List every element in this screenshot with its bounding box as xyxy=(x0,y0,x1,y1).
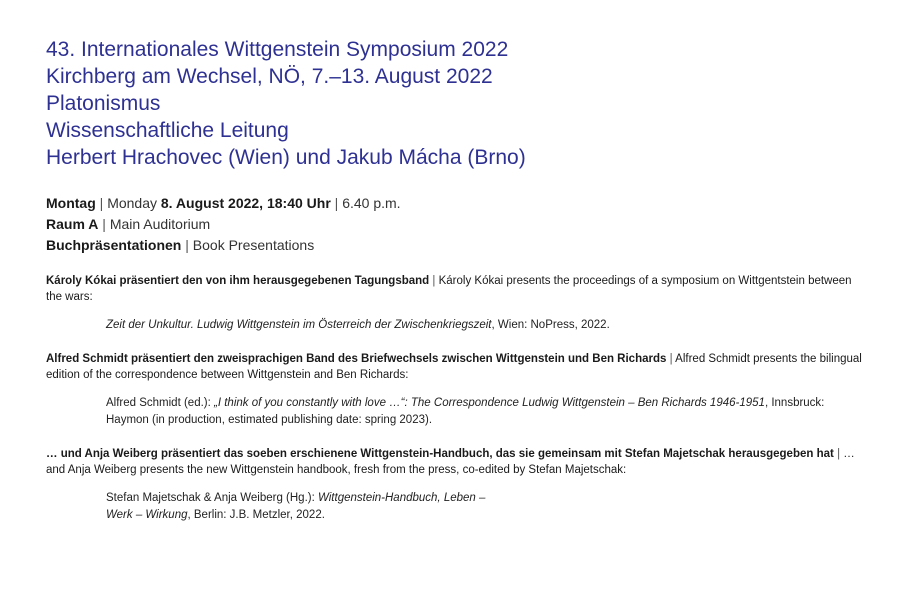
separator: | xyxy=(102,216,106,232)
reference-suffix: , Innsbruck: Haymon (in production, estimated publishing date: spring 2023). xyxy=(106,397,825,426)
room-de: Raum A xyxy=(46,216,99,232)
presentation-desc-en: … and Anja Weiberg presents the new Wittgenstein handbook, fresh from the press, co-edited by Stefan Majetschak: xyxy=(46,448,855,476)
presentation-description xyxy=(46,352,866,383)
separator: | xyxy=(334,195,339,211)
symposium-location-date: Kirchberg am Wechsel, NÖ, 7.–13. August 2022 xyxy=(46,65,493,88)
event-en: Book Presentations xyxy=(192,237,315,253)
document-page xyxy=(46,36,866,524)
book-reference xyxy=(106,317,866,334)
presentation-title-de: Károly Kókai präsentiert den von ihm herausgegebenen Tagungsband xyxy=(46,275,430,287)
book-title: „I think of you constantly with love …“: The Correspondence Ludwig Wittgenstein – Ben Richards 1946-1951 xyxy=(214,397,765,409)
symposium-theme: Platonismus xyxy=(46,92,161,115)
presentation-item xyxy=(46,274,866,334)
symposium-title: 43. Internationales Wittgenstein Symposium 2022 xyxy=(46,38,509,61)
separator: | xyxy=(837,448,841,460)
event-de: Buchpräsentationen xyxy=(46,237,182,253)
separator: | xyxy=(99,195,104,211)
separator: | xyxy=(185,237,189,253)
reference-suffix: , Berlin: J.B. Metzler, 2022. xyxy=(187,509,325,521)
room-en: Main Auditorium xyxy=(109,216,211,232)
schedule-date-line xyxy=(46,193,866,214)
day-de: Montag xyxy=(46,195,96,211)
book-reference xyxy=(106,490,486,524)
reference-prefix: Stefan Majetschak & Anja Weiberg (Hg.): xyxy=(106,492,318,504)
presentation-item xyxy=(46,447,866,524)
reference-suffix: , Wien: NoPress, 2022. xyxy=(491,319,610,331)
presentation-title-de: Alfred Schmidt präsentiert den zweisprachigen Band des Briefwechsels zwischen Wittgenstein und Ben Richards xyxy=(46,353,667,365)
presentation-description xyxy=(46,447,866,478)
scientific-directors: Herbert Hrachovec (Wien) und Jakub Mácha (Brno) xyxy=(46,146,526,169)
book-title: Zeit der Unkultur. Ludwig Wittgenstein im Österreich der Zwischenkriegszeit xyxy=(106,319,492,331)
time-en: 6.40 p.m. xyxy=(342,195,401,211)
book-title: Wittgenstein-Handbuch, Leben – Werk – Wirkung xyxy=(106,492,486,521)
schedule-block xyxy=(46,193,866,256)
reference-prefix: Alfred Schmidt (ed.): xyxy=(106,397,215,409)
day-en: Monday xyxy=(107,195,157,211)
presentation-desc-en: Alfred Schmidt presents the bilingual edition of the correspondence between Wittgenstein and Ben Richards: xyxy=(46,353,862,381)
schedule-event-line xyxy=(46,235,866,256)
symposium-header xyxy=(46,36,866,171)
presentation-description xyxy=(46,274,866,305)
presentation-title-de: … und Anja Weiberg präsentiert das soeben erschienene Wittgenstein-Handbuch, das sie gemeinsam mit Stefan Majetschak herausgegeben hat xyxy=(46,448,834,460)
separator: | xyxy=(669,353,673,365)
schedule-room-line xyxy=(46,214,866,235)
scientific-direction-label: Wissenschaftliche Leitung xyxy=(46,119,289,142)
presentation-desc-en: Károly Kókai presents the proceedings of a symposium on Wittgentstein between the wars: xyxy=(46,275,852,303)
date-time: 8. August 2022, 18:40 Uhr xyxy=(160,195,331,211)
presentation-item xyxy=(46,352,866,429)
separator: | xyxy=(432,275,436,287)
book-reference xyxy=(106,395,866,429)
